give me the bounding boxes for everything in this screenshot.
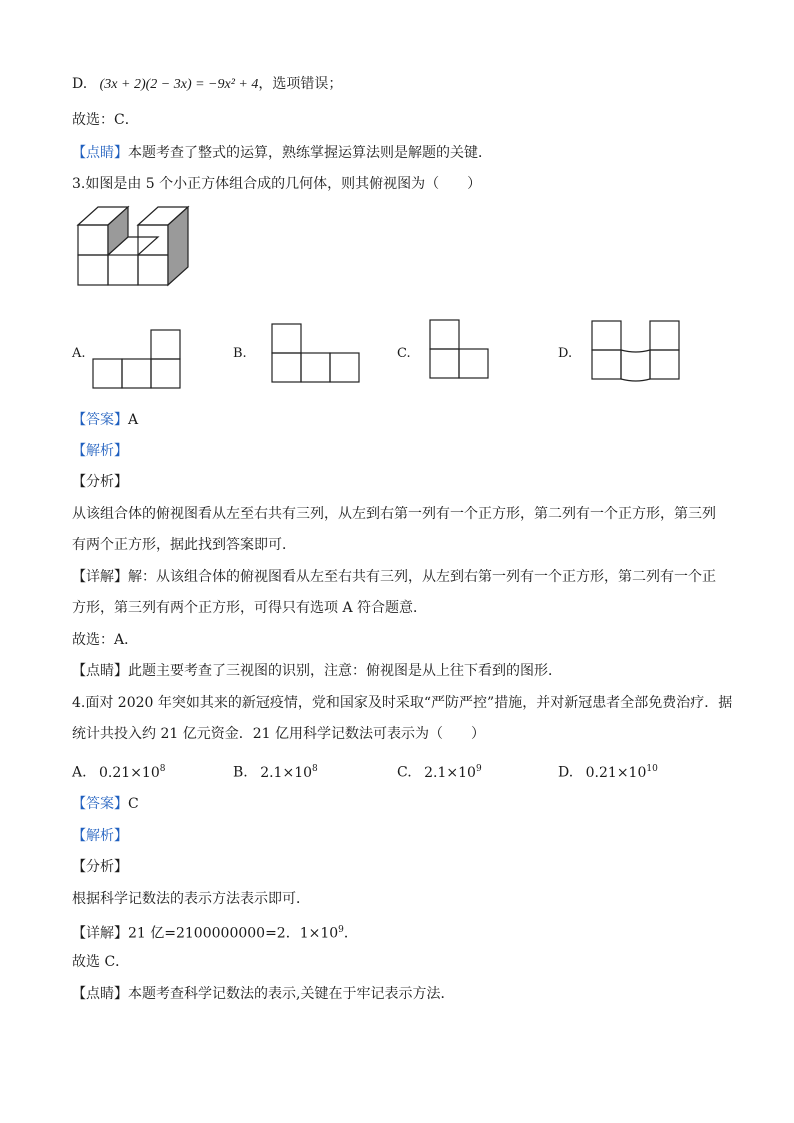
q4-option-c-exp: 9 [475, 764, 482, 774]
q4-detail [72, 920, 358, 944]
q4-option-a[interactable] [72, 759, 165, 783]
q3-analysis-tag: 【解析】 [72, 443, 128, 459]
q2-comment-text: 本题考查了整式的运算，熟练掌握运算法则是解题的关键． [128, 145, 492, 161]
q3-detail-line2: 方形，第三列有两个正方形，可得只有选项 A 符合题意． [72, 600, 428, 616]
q4-answer-value: C [128, 796, 139, 812]
q4-option-c-mantissa: 2.1×10 [424, 764, 476, 781]
q2-choice: 故选：C． [72, 112, 139, 128]
q3-comment [72, 661, 562, 681]
q4-option-d-exp: 10 [646, 764, 658, 774]
q4-option-b-label: B. [233, 764, 248, 781]
q2-option-d-expression: (3x + 2)(2 − 3x) = −9x² + 4 [99, 77, 259, 92]
q3-fenxi-line2: 有两个正方形，据此找到答案即可． [72, 537, 296, 553]
q4-answer [72, 794, 139, 814]
q4-option-c[interactable] [397, 759, 482, 783]
q4-option-c-label: C. [397, 764, 412, 781]
cube-front-2 [108, 255, 138, 285]
q4-detail-tag: 【详解】 [72, 925, 128, 942]
q4-fenxi-text: 根据科学记数法的表示方法表示即可． [72, 891, 310, 907]
q3-answer [72, 410, 138, 430]
q3-option-c-figure[interactable] [430, 319, 492, 381]
q4-option-a-label: A. [72, 764, 87, 781]
q3-fenxi-line1: 从该组合体的俯视图看从左至右共有三列，从左到右第一列有一个正方形，第二列有一个正方形，第三列 [72, 506, 716, 522]
q4-stem-line2: 统计共投入约 21 亿元资金．21 亿用科学记数法可表示为（ ） [72, 726, 485, 742]
q4-stem-line1: 4.面对 2020 年突如其来的新冠疫情，党和国家及时采取“严防严控”措施，并对新冠患者全部免费治疗．据 [72, 695, 733, 711]
q3-detail [72, 567, 716, 587]
q4-comment [72, 984, 454, 1004]
q2-option-d-label: D. [72, 76, 88, 92]
q4-option-d-mantissa: 0.21×10 [585, 764, 647, 781]
q3-option-b-figure[interactable] [272, 323, 362, 385]
q4-option-b-exp: 8 [312, 764, 318, 774]
q3-solid-figure [70, 205, 220, 295]
cube-front-3 [138, 255, 168, 285]
q4-option-b[interactable] [233, 759, 318, 783]
q4-detail-end: ． [343, 925, 358, 942]
q3-fenxi-tag: 【分析】 [72, 474, 128, 490]
q3-comment-tag: 【点睛】 [72, 663, 128, 679]
q4-option-b-mantissa: 2.1×10 [260, 764, 313, 781]
cube-side-shade-right [168, 207, 188, 285]
q4-fenxi-tag: 【分析】 [72, 859, 128, 875]
q3-option-a-label[interactable]: A. [72, 346, 86, 361]
q2-option-d-note: ，选项错误； [258, 76, 343, 92]
q4-option-d[interactable] [558, 759, 658, 783]
q4-option-a-exp: 8 [159, 764, 166, 774]
q3-option-c-label[interactable]: C. [397, 346, 411, 361]
q2-option-d [72, 74, 342, 95]
q4-answer-tag: 【答案】 [72, 796, 128, 812]
q3-option-b-label[interactable]: B. [233, 346, 247, 361]
q2-comment [72, 143, 492, 163]
cube-front-top-left [78, 225, 108, 255]
q4-comment-tag: 【点睛】 [72, 986, 128, 1002]
q4-detail-text: 21 亿=2100000000=2．1×10 [128, 925, 339, 942]
cube-front-1 [78, 255, 108, 285]
q3-detail-tag: 【详解】 [72, 569, 128, 585]
q3-answer-value: A [128, 412, 139, 428]
q3-choice: 故选：A． [72, 632, 139, 648]
q4-comment-text: 本题考查科学记数法的表示,关键在于牢记表示方法． [128, 986, 455, 1002]
q4-analysis-tag: 【解析】 [72, 828, 128, 844]
cube-side-shade-left [108, 207, 128, 255]
q4-detail-exp: 9 [338, 925, 344, 935]
q3-detail-line1: 解：从该组合体的俯视图看从左至右共有三列，从左到右第一列有一个正方形，第二列有一个正 [128, 569, 716, 585]
q3-option-d-label[interactable]: D. [558, 346, 573, 361]
q3-answer-tag: 【答案】 [72, 412, 128, 428]
q4-option-d-label: D. [558, 764, 574, 781]
q4-choice: 故选 C． [72, 954, 130, 970]
q3-option-d-figure[interactable] [592, 319, 682, 383]
q2-comment-tag: 【点睛】 [72, 145, 128, 161]
q3-stem: 3.如图是由 5 个小正方体组合成的几何体，则其俯视图为（ ） [72, 176, 482, 192]
q3-option-a-figure[interactable] [93, 329, 183, 389]
q4-option-a-mantissa: 0.21×10 [99, 764, 160, 781]
q3-comment-text: 此题主要考查了三视图的识别，注意：俯视图是从上往下看到的图形． [128, 663, 562, 679]
